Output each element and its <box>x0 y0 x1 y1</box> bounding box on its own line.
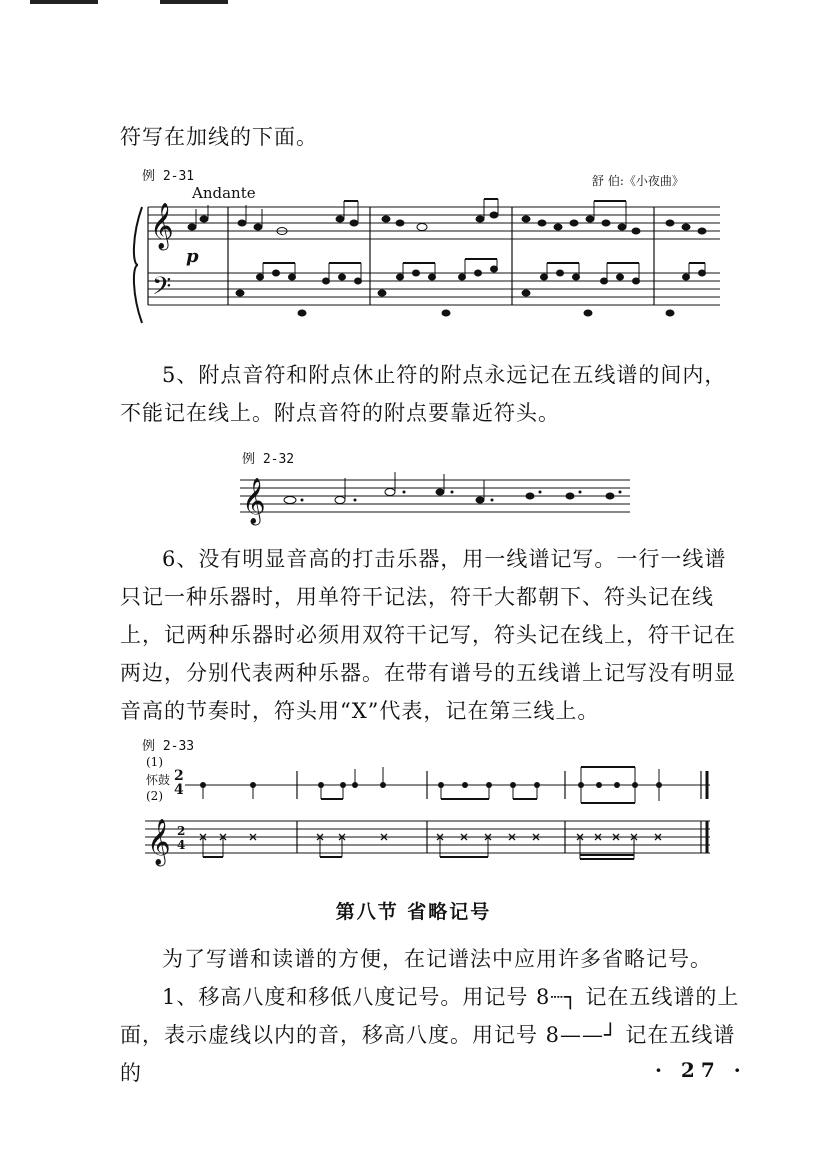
svg-text:𝄢: 𝄢 <box>152 272 172 307</box>
example-2-33-label: 例 2-33 <box>142 739 195 754</box>
svg-text:𝄞: 𝄞 <box>242 478 266 524</box>
svg-text:2: 2 <box>177 824 186 838</box>
example-2-33-score <box>145 765 715 865</box>
voice-1-label: (1) <box>146 755 163 769</box>
example-source: 舒 伯:《小夜曲》 <box>592 174 684 188</box>
example-2-31-label: 例 2-31 <box>142 169 195 184</box>
time-signature-bottom: 4 <box>174 782 184 798</box>
time-signature-top: 2 <box>174 768 184 784</box>
scan-edge-mark-right <box>160 0 228 4</box>
paragraph-6: 6、没有明显音高的打击乐器，用一线谱记写。一行一线谱只记一种乐器时，用单符干记法，符干大都朝下、符头记在线上，记两种乐器时必须用双符干记写，符头记在线上，符干记在两边，分别代表两种乐器。在带有谱号的五线谱上记写没有明显音高的节奏时，符头用“X”代表，记在第三线上。 <box>120 547 736 723</box>
paragraph-8: 1、移高八度和移低八度记号。用记号 8┈┐ 记在五线谱的上面，表示虚线以内的音，移高八度。用记号 8——┘ 记在五线谱的 <box>120 985 740 1085</box>
svg-text:𝄞: 𝄞 <box>147 819 171 865</box>
example-2-32-label: 例 2-32 <box>242 452 295 467</box>
page-number: · 27 · <box>655 1058 747 1082</box>
instrument-label: 怀鼓 <box>146 773 171 787</box>
dynamic-marking: p <box>186 246 199 267</box>
scan-edge-mark-left <box>30 0 98 4</box>
paragraph-7: 为了写谱和读谱的方便，在记谱法中应用许多省略记号。 <box>162 947 712 971</box>
tempo-marking: Andante <box>192 184 256 202</box>
section-heading: 第八节 省略记号 <box>335 901 492 923</box>
text-line-top: 符写在加线的下面。 <box>120 125 318 149</box>
voice-2-label: (2) <box>146 789 163 803</box>
svg-text:4: 4 <box>177 838 186 852</box>
paragraph-5: 5、附点音符和附点休止符的附点永远记在五线谱的间内，不能记在线上。附点音符的附点要靠近符头。 <box>120 363 727 425</box>
example-2-32-score <box>240 470 640 530</box>
example-2-31-score <box>130 195 730 335</box>
svg-text:𝄞: 𝄞 <box>150 203 174 249</box>
